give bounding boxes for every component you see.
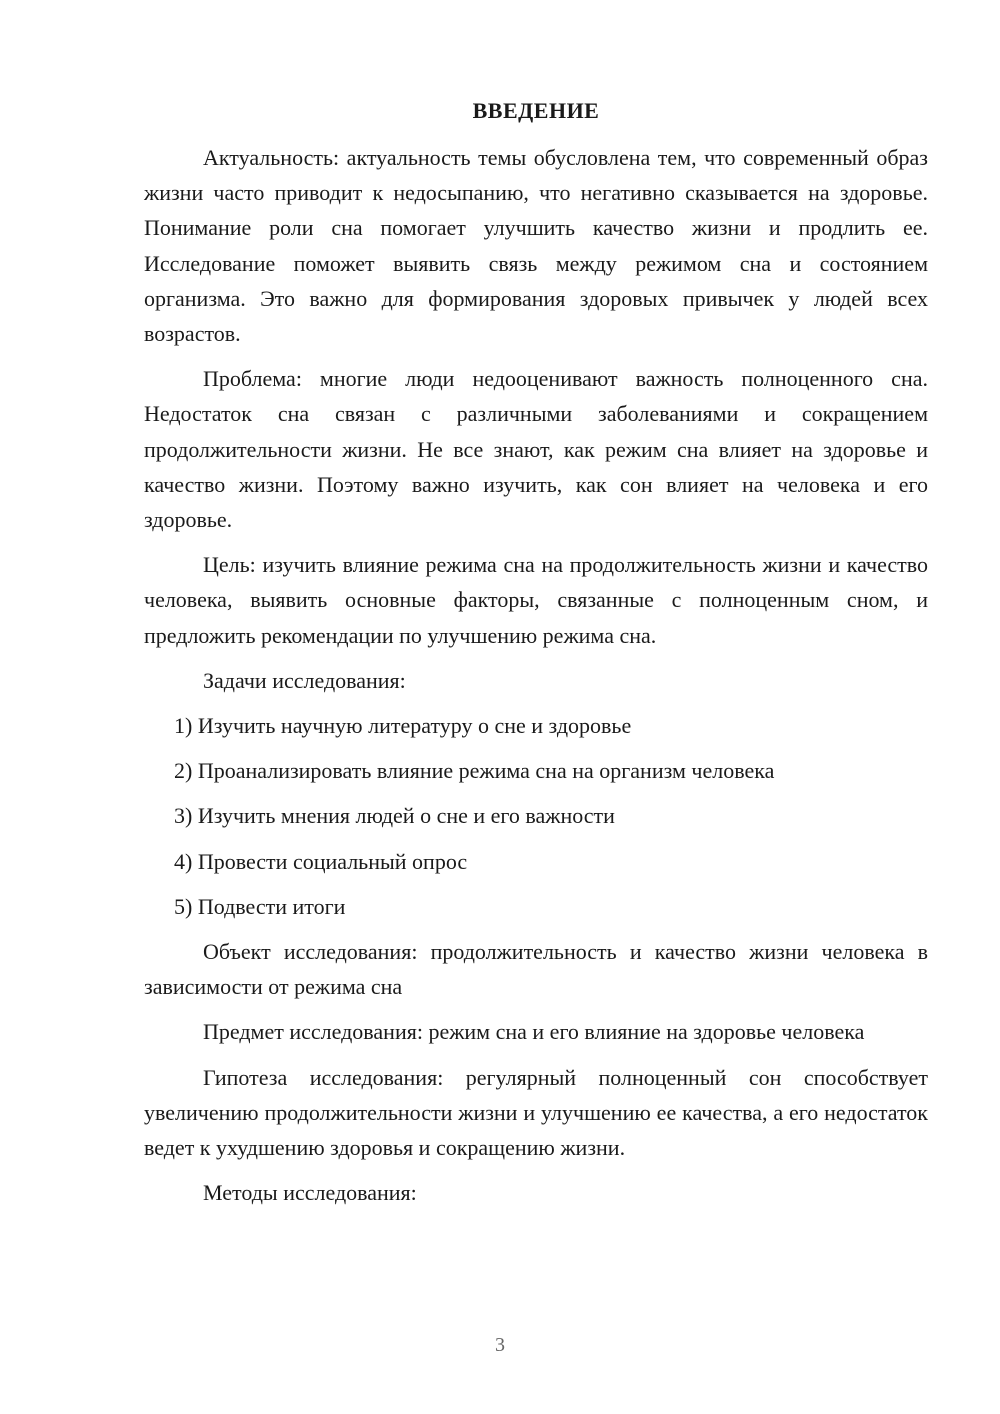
paragraph-hypothesis: Гипотеза исследования: регулярный полноценный сон способствует увеличению продолжительности жизни и улучшению ее качества, а его недостаток ведет к ухудшению здоровья и сокращению жизни.: [144, 1064, 928, 1161]
tasks-list: [144, 708, 928, 924]
page-content: [144, 96, 928, 1220]
paragraph-subject: Предмет исследования: режим сна и его влияние на здоровье человека: [203, 1019, 865, 1045]
page-title: ВВЕДЕНИЕ: [472, 98, 600, 123]
paragraph-goal: Цель: изучить влияние режима сна на продолжительность жизни и качество человека, выявить основные факторы, связанные с полноценным сном, и предложить рекомендации по улучшению режима сна.: [144, 552, 928, 648]
paragraph-methods-heading: Методы исследования:: [203, 1180, 417, 1206]
paragraph-problem: Проблема: многие люди недооценивают важность полноценного сна. Недостаток сна связан с различными заболеваниями и сокращением продолжительности жизни. Не все знают, как режим сна влияет на здоровье и качество жизни. Поэтому важно изучить, как сон влияет на человека и его здоровье.: [144, 366, 928, 533]
list-item: 1) Изучить научную литературу о сне и здоровье: [174, 713, 632, 739]
paragraph-object: Объект исследования: продолжительность и качество жизни человека в зависимости от режима сна: [144, 939, 928, 1000]
list-item: 3) Изучить мнения людей о сне и его важности: [174, 803, 615, 829]
list-item: 2) Проанализировать влияние режима сна на организм человека: [174, 758, 775, 784]
paragraph-tasks-heading: Задачи исследования:: [203, 667, 406, 693]
paragraph-relevance: Актуальность: актуальность темы обусловлена тем, что современный образ жизни часто приводит к недосыпанию, что негативно сказывается на здоровье. Понимание роли сна помогает улучшить качество жизни и продлить ее. Исследование поможет выявить связь между режимом сна и состоянием организма. Это важно для формирования здоровых привычек у людей всех возрастов.: [144, 145, 928, 347]
list-item: 5) Подвести итоги: [174, 893, 346, 919]
list-item: 4) Провести социальный опрос: [174, 848, 468, 874]
page-number: 3: [495, 1334, 505, 1356]
